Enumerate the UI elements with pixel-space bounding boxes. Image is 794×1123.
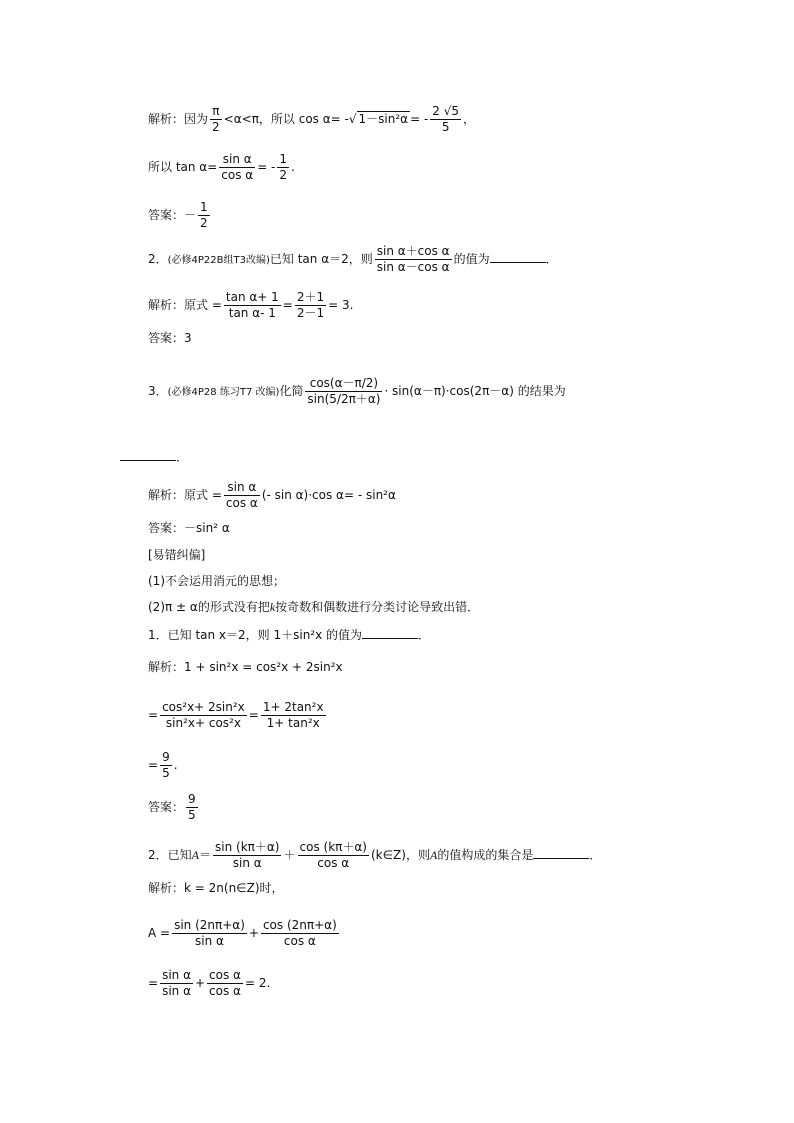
solution-line-8: 解析：k = 2n(n∈Z)时， [148,881,284,895]
question-source: (必修4P28 练习T7 改编) [167,387,280,398]
fraction: $\frac{\text{sin α}}{\text{cos α}}$ [225,480,258,510]
fraction: $\frac{\text{sin α}}{\text{cos α}}$ [221,152,254,182]
solution-label: 解析： [148,298,185,312]
fraction: $\frac{\cos (2n\pi+\alpha)}{\text{cos α}}$ [262,918,337,948]
fraction: $\frac{2 √5}{5}$ [432,104,460,134]
solution-line-1: 解析：因为 $\frac{\pi}{2}$ <α<π，所以 cos α= ‑√ 1－sin²α = ‑ $\frac{2 √5}{5}$ ， [148,104,476,134]
fraction: $\frac{\text{cos²x+ 2sin²x}}{\text{sin²x+ cos²x}}$ [162,700,245,730]
fraction: $\frac{\pi}{2}$ [212,104,220,134]
question-3: 3．(必修4P28 练习T7 改编)化简 $\frac{\cos(\alpha-\pi/2)}{\sin(5/2\pi+\alpha)}$ · sin(α－π)·cos(2π－α) 的结果为 [148,376,566,406]
answer-line-2: 答案：3 [148,331,192,345]
answer-line-4 [148,792,200,823]
practice-2: 2．已知A＝ $\frac{\sin (k\pi+\alpha)}{\text{sin α}}$ ＋ $\frac{\cos (k\pi+\alpha)}{\text{cos α}}$ (k∈Z)，则A的值构成的集合是 ． [148,840,602,870]
answer-blank [362,626,418,639]
answer-line-3: 答案：－sin² α [148,521,230,535]
question-2: 2．(必修4P22B组T3改编)已知 tan α＝2，则 $\frac{\text{sin α＋cos α}}{\text{sin α－cos α}}$ 的值为 ． [148,244,558,274]
fraction: $\frac{9}{5}$ [188,792,196,822]
answer-label: 答案： [148,521,185,535]
fraction: $\frac{\text{cos α}}{\text{cos α}}$ [209,968,241,998]
solution-line-2: 所以 tan α= $\frac{\text{sin α}}{\text{cos α}}$ = ‑ $\frac{1}{2}$ . [148,152,295,182]
answer-blank [490,250,546,263]
solution-line-9: A = $\frac{\sin (2n\pi+\alpha)}{\text{sin α}}$ + $\frac{\cos (2n\pi+\alpha)}{\text{cos α}}$ [148,918,337,948]
solution-line-3: 解析：原式 = $\frac{\text{tan α+ 1}}{\text{tan α‑ 1}}$ = $\frac{2+1}{2-1}$ = 3. [148,290,354,320]
error-item-2: (2)π ± α的形式没有把k按奇数和偶数进行分类讨论导致出错． [148,600,480,614]
answer-label: 答案： [148,800,185,814]
fraction: $\frac{9}{5}$ [162,750,170,780]
fraction: $\frac{2+1}{2-1}$ [296,290,325,320]
fraction: $\frac{\cos(\alpha-\pi/2)}{\sin(5/2\pi+\alpha)}$ [307,376,381,406]
error-heading: [易错纠偏] [148,548,206,562]
fraction: $\frac{\text{tan α+ 1}}{\text{tan α‑ 1}}$ [225,290,279,320]
solution-line-4: 解析：原式 = $\frac{\text{sin α}}{\text{cos α}}$ (‑ sin α)·cos α= ‑ sin²α [148,480,396,510]
fraction: $\frac{\text{sin α＋cos α}}{\text{sin α－cos α}}$ [376,244,450,274]
fraction: $\frac{\cos (k\pi+\alpha)}{\text{cos α}}$ [299,840,367,870]
answer-line-1: 答案：－ $\frac{1}{2}$ [148,200,208,230]
sqrt-sign: √ [348,112,357,126]
solution-label: 解析： [148,881,185,895]
fraction: $\frac{\sin (2n\pi+\alpha)}{\text{sin α}}$ [174,918,245,948]
solution-label: 解析： [148,112,185,126]
practice-1: 1．已知 tan x＝2，则 1＋sin²x 的值为 ． [148,628,431,642]
question-source: (必修4P22B组T3改编) [167,255,270,266]
fraction: $\frac{\text{1+ 2tan²x}}{\text{1+ tan²x}}$ [262,700,324,730]
answer-label: 答案： [148,331,185,345]
solution-line-5: 解析：1 + sin²x = cos²x + 2sin²x [148,660,343,674]
answer-blank [533,846,589,859]
answer-blank [120,448,176,461]
fraction: $\frac{1}{2}$ [200,200,208,230]
fraction: $\frac{1}{2}$ [279,152,288,182]
answer-label: 答案： [148,208,185,222]
solution-label: 解析： [148,660,185,674]
fraction: $\frac{\sin (k\pi+\alpha)}{\text{sin α}}$ [215,840,280,870]
solution-line-7: = $\frac{9}{5}$ . [148,750,178,780]
question-3-blank: ． [120,448,188,465]
solution-label: 解析： [148,488,185,502]
sqrt-expression: 1－sin²α [358,112,409,126]
error-item-1: (1)不会运用消元的思想； [148,574,285,588]
fraction: $\frac{\text{sin α}}{\text{sin α}}$ [162,968,191,998]
solution-line-6: = $\frac{\text{cos²x+ 2sin²x}}{\text{sin²x+ cos²x}}$ = $\frac{\text{1+ 2tan²x}}{\text{1+ tan²x}}$ [148,700,324,730]
solution-line-10: = $\frac{\text{sin α}}{\text{sin α}}$ + $\frac{\text{cos α}}{\text{cos α}}$ = 2. [148,968,271,998]
